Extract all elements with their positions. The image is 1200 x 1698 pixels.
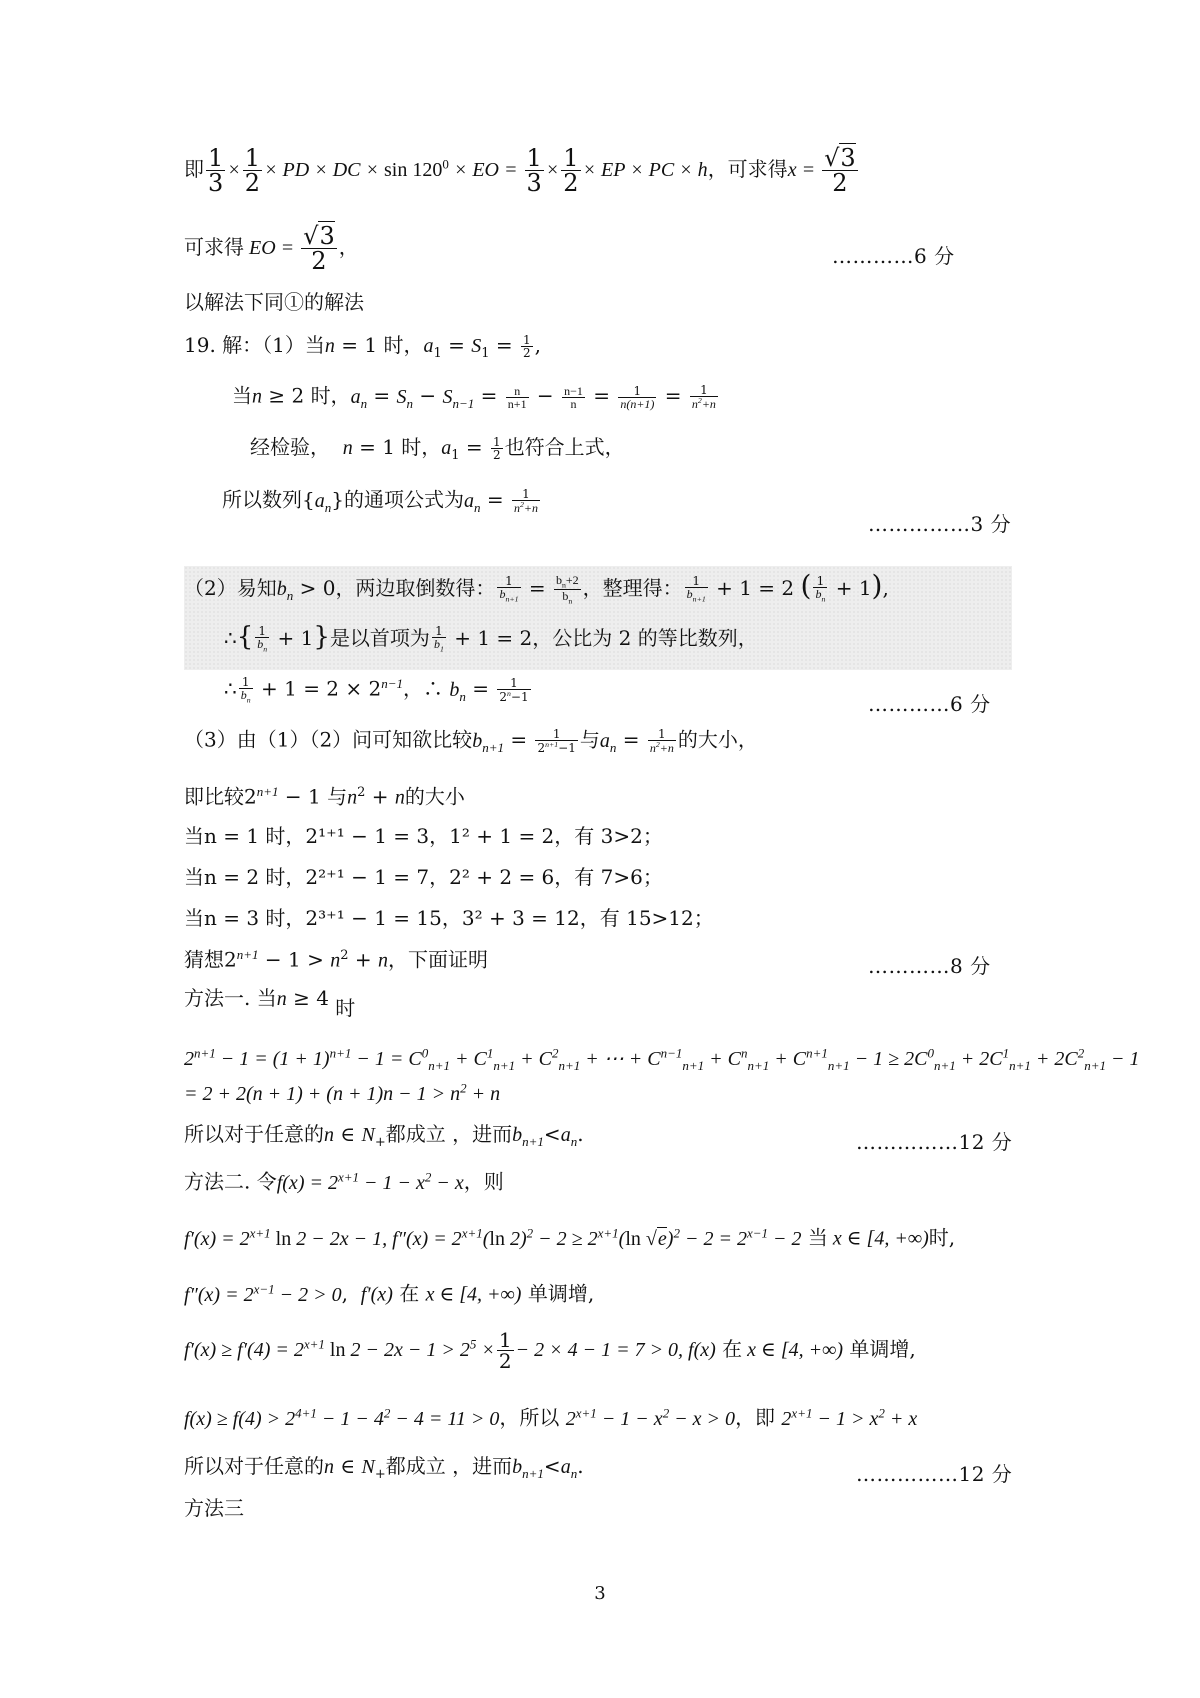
score-6-b: …………6 分 [868,692,991,716]
second-derivative: $f''(x) = 2^{x-1} - 2 > 0$, f′(x) 在 x ∈ [4, +∞) 单调增, [184,1281,595,1306]
method-2-heading: 方法二. 令$f(x) = 2^{x+1} - 1 - x^2 - x$，则 [184,1169,504,1194]
derivatives: $f'(x) = 2^{x+1}$ ln 2 − 2x − 1, $f''(x) = 2^{x+1}(\ln$ $2)^2 - 2 \ge 2^{x+1}(\ln$ $√e)^2 - 2 = 2^{x-1} - 2$ 当 x ∈ [4, +∞)时, [184,1225,956,1250]
method-2-conclusion: 所以对于任意的n ∈ $N_+$都成立 ，进而$b_{n+1}<a_n$. [184,1454,584,1482]
binomial-expansion-2: = $2 + 2(n + 1) + (n + 1)n - 1 > n^2 + n$ [184,1080,501,1105]
method-3-heading: 方法三 [184,1496,244,1520]
score-8: …………8 分 [868,954,991,978]
method-1-conclusion: 所以对于任意的n ∈ $N_+$都成立 ，进而$b_{n+1}<a_n$. [184,1122,584,1150]
q19-part2-line3: ∴ $\frac{1}{b_n}$ + $1 = 2 \times 2^{n-1}$，∴ $b_n$ = $\frac{1}{2^n-1}$ [224,675,529,705]
score-12-b: ……………12 分 [856,1462,1013,1486]
case-n1: 当n = 1 时，2¹⁺¹ − 1 = 3，1² + 1 = 2，有 3>2； [184,824,663,848]
q19-part1-line1: 19. 解：（1）当n = 1 时，$a_1 = S_1$ = $\frac{1}{2}$ , [184,333,541,361]
method-1-heading: 方法一. 当n ≥ 4 时 [184,986,356,1020]
case-n2: 当n = 2 时，2²⁺¹ − 1 = 7，2² + 2 = 6，有 7>6； [184,865,663,889]
q19-part1-check: 经检验， n = 1 时，$a_1$ = $\frac{1}{2}$ 也符合上式， [250,435,625,463]
score-12-a: ……………12 分 [856,1130,1013,1154]
q19-part3-line1: （3）由（1）（2）问可知欲比较$b_{n+1}$ = $\frac{1}{2^{n+1}-1}$ 与$a_n$ = $\frac{1}{n^2+n}$ 的大小， [184,727,758,755]
score-6-a: …………6 分 [832,244,955,268]
q19-part2-line1: （2）易知$b_n > 0$，两边取倒数得： $\frac{1}{b_{n+1}}$ = $\frac{b_n+2}{b_n}$ ，整理得： $\frac{1}{b_{n+1}}$ + 1 = 2 ( $\frac{1}{b_n}$ + 1), [184,569,889,606]
q19-part1-line2: 当n ≥ 2 时，$a_n = S_n - S_{n-1}$ = $\frac{n}{n+1}$ − $\frac{n-1}{n}$ = $\frac{1}{n(n+1)}$ = $\frac{1}{n^2+n}$ [232,383,716,411]
q19-part2-line2: ∴{ $\frac{1}{b_n}$ + 1}是以首项为 $\frac{1}{b_1}$ + 1 = 2，公比为 2 的等比数列， [224,622,758,654]
score-3: ……………3 分 [868,512,1012,536]
conjecture: 猜想$2^{n+1} - 1 > n^2 + n$，下面证明 [184,947,488,972]
binomial-expansion: $2^{n+1} - 1 = (1 + 1)^{n+1} - 1 = C^0_{n+1} + C^1_{n+1} + C^2_{n+1}$ + ⋯ + $C^{n-1}_{n+1} + C^n_{n+1} + C^{n+1}_{n+1} - 1 \ge 2C^0_{n+1} + 2C^1_{n+1} + 2C^2_{n+1} - 1$ [184,1045,1140,1073]
q19-compare: 即比较$2^{n+1} - 1$ 与$n^2 + n$的大小 [184,784,465,809]
first-derivative-bound: $f'(x) \ge f'(4) = 2^{x+1}$ $\ln 2 - 2x - 1 > 2^5$ × $\frac{1}{2}$ − 2 × 4 − 1 = 7 > 0, f(x) 在 x ∈ [4, +∞) 单调增, [184,1328,916,1373]
q19-part1-conclusion: 所以数列$\{a_n\}$的通项公式为$a_n$ = $\frac{1}{n^2+n}$ [222,487,538,515]
eo-result: 可求得 EO = $\frac{√3}{2}$ ， [184,222,359,275]
volume-equation: 即 $\frac{1}{3}$ × $\frac{1}{2}$ × PD × DC × $\sin 120^0$ × EO = $\frac{1}{3}$ × $\frac{1}{2}$ × EP × PC × h，可求得x = $\frac{√3}{2}$ [184,144,856,197]
same-method-note: 以解法下同①的解法 [184,290,364,314]
case-n3: 当n = 3 时，2³⁺¹ − 1 = 15，3² + 3 = 12，有 15>12； [184,906,714,930]
function-bound: $f(x) \ge f(4) > 2^{4+1} - 1 - 4^2 - 4 = 11 > 0$，所以 $2^{x+1} - 1 - x^2 - x > 0$，即 $2^{x+1} - 1 > x^2 + x$ [184,1405,918,1430]
page-number: 3 [594,1583,606,1604]
